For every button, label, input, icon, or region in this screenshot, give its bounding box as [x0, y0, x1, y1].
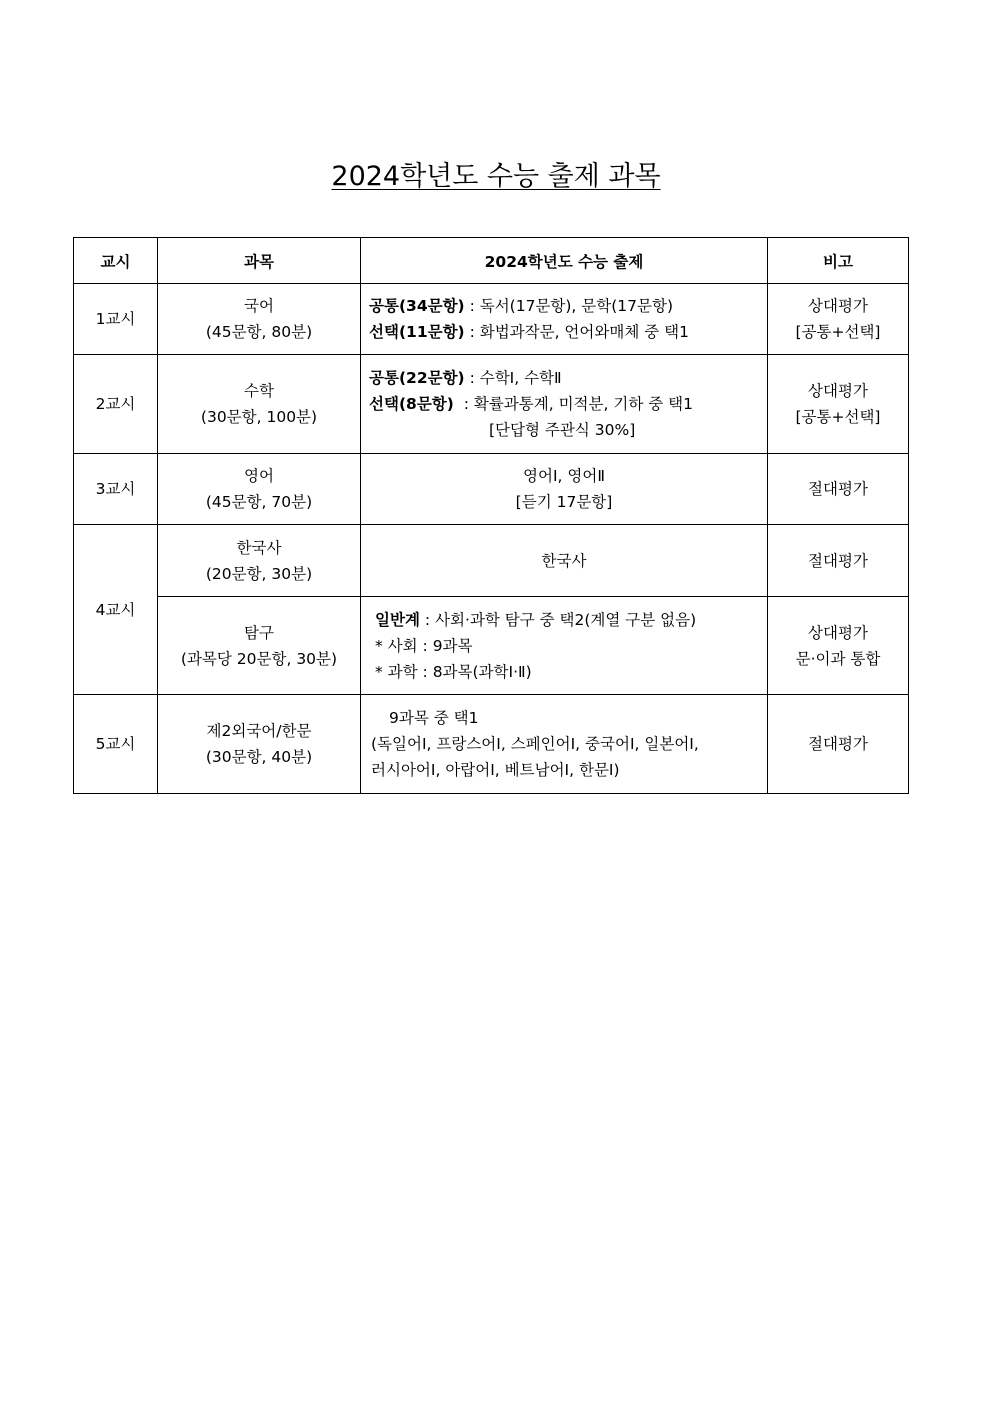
- select-text: : 확률과통계, 미적분, 기하 중 택1: [453, 395, 693, 413]
- subject-cell: [158, 695, 361, 794]
- period-cell: 2교시: [74, 355, 158, 454]
- subject-detail: (45문항, 80분): [205, 323, 313, 341]
- table-row: [74, 597, 909, 695]
- content-line: [369, 319, 767, 345]
- subject-detail: (30문항, 40분): [205, 748, 313, 766]
- subject-cell: [158, 525, 361, 597]
- header-content: 2024학년도 수능 출제: [361, 238, 768, 284]
- header-period: 교시: [74, 238, 158, 284]
- exam-subjects-table: [73, 237, 909, 794]
- content-line: 영어Ⅰ, 영어Ⅱ: [523, 467, 605, 485]
- subject-name: 탐구: [244, 623, 274, 642]
- subject-name: 한국사: [236, 538, 282, 557]
- table-header-row: [74, 238, 909, 284]
- header-note: 비고: [768, 238, 909, 284]
- header-subject: 과목: [158, 238, 361, 284]
- content-cell: [361, 695, 768, 794]
- subject-name: 영어: [244, 467, 274, 485]
- content-line: [듣기 17문항]: [515, 493, 613, 511]
- table-row: [74, 695, 909, 794]
- subject-cell: [158, 597, 361, 695]
- content-line: * 과학 : 8과목(과학Ⅰ·Ⅱ): [375, 662, 532, 681]
- note-cell: 절대평가: [768, 695, 909, 794]
- select-text: : 화법과작문, 언어와매체 중 택1: [464, 323, 689, 341]
- note-cell: [768, 597, 909, 695]
- subject-name: 수학: [244, 382, 274, 400]
- general-label: 일반계: [375, 610, 420, 629]
- common-label: 공통(22문항): [369, 369, 465, 387]
- note-line: 문·이과 통합: [795, 649, 881, 668]
- content-extra: [단답형 주관식 30%]: [489, 421, 636, 439]
- content-line: (독일어Ⅰ, 프랑스어Ⅰ, 스페인어Ⅰ, 중국어Ⅰ, 일본어Ⅰ,: [371, 735, 699, 753]
- subject-detail: (과목당 20문항, 30분): [180, 649, 338, 668]
- content-line: 러시아어Ⅰ, 아랍어Ⅰ, 베트남어Ⅰ, 한문Ⅰ): [371, 761, 620, 779]
- table-row: [74, 355, 909, 454]
- period-cell: 3교시: [74, 454, 158, 525]
- content-cell: [361, 284, 768, 355]
- table-row: [74, 284, 909, 355]
- subject-detail: (30문항, 100분): [200, 408, 318, 426]
- content-line: [369, 391, 767, 417]
- period-cell: 4교시: [74, 525, 158, 695]
- table-row: [74, 454, 909, 525]
- content-cell: [361, 355, 768, 454]
- content-line: * 사회 : 9과목: [375, 636, 473, 655]
- subject-detail: (20문항, 30분): [205, 564, 313, 583]
- general-text: : 사회·과학 탐구 중 택2(계열 구분 없음): [419, 610, 697, 629]
- document-title-text: 2024학년도 수능 출제 과목: [331, 161, 661, 192]
- common-label: 공통(34문항): [369, 297, 465, 315]
- subject-cell: [158, 454, 361, 525]
- content-cell: [361, 454, 768, 525]
- subject-cell: [158, 284, 361, 355]
- document-title: [0, 157, 992, 197]
- table-row: [74, 525, 909, 597]
- subject-detail: (45문항, 70분): [205, 493, 313, 511]
- content-line: [375, 607, 767, 633]
- note-cell: 절대평가: [768, 454, 909, 525]
- note-line: [공통+선택]: [795, 323, 881, 341]
- note-cell: 절대평가: [768, 525, 909, 597]
- period-cell: 5교시: [74, 695, 158, 794]
- note-cell: [768, 355, 909, 454]
- select-label: 선택(11문항): [369, 323, 465, 341]
- note-line: 상대평가: [808, 297, 868, 315]
- common-text: : 수학Ⅰ, 수학Ⅱ: [464, 369, 562, 387]
- select-label: 선택(8문항): [369, 395, 454, 413]
- subject-name: 국어: [244, 297, 274, 315]
- note-line: 상대평가: [808, 623, 868, 642]
- content-line: [369, 293, 767, 319]
- note-cell: [768, 284, 909, 355]
- subject-cell: [158, 355, 361, 454]
- note-line: 상대평가: [808, 382, 868, 400]
- content-cell: 한국사: [361, 525, 768, 597]
- subject-name: 제2외국어/한문: [206, 722, 312, 740]
- content-cell: [361, 597, 768, 695]
- period-cell: 1교시: [74, 284, 158, 355]
- content-line: [369, 365, 767, 391]
- content-line: 9과목 중 택1: [389, 709, 479, 727]
- common-text: : 독서(17문항), 문학(17문항): [464, 297, 673, 315]
- note-line: [공통+선택]: [795, 408, 881, 426]
